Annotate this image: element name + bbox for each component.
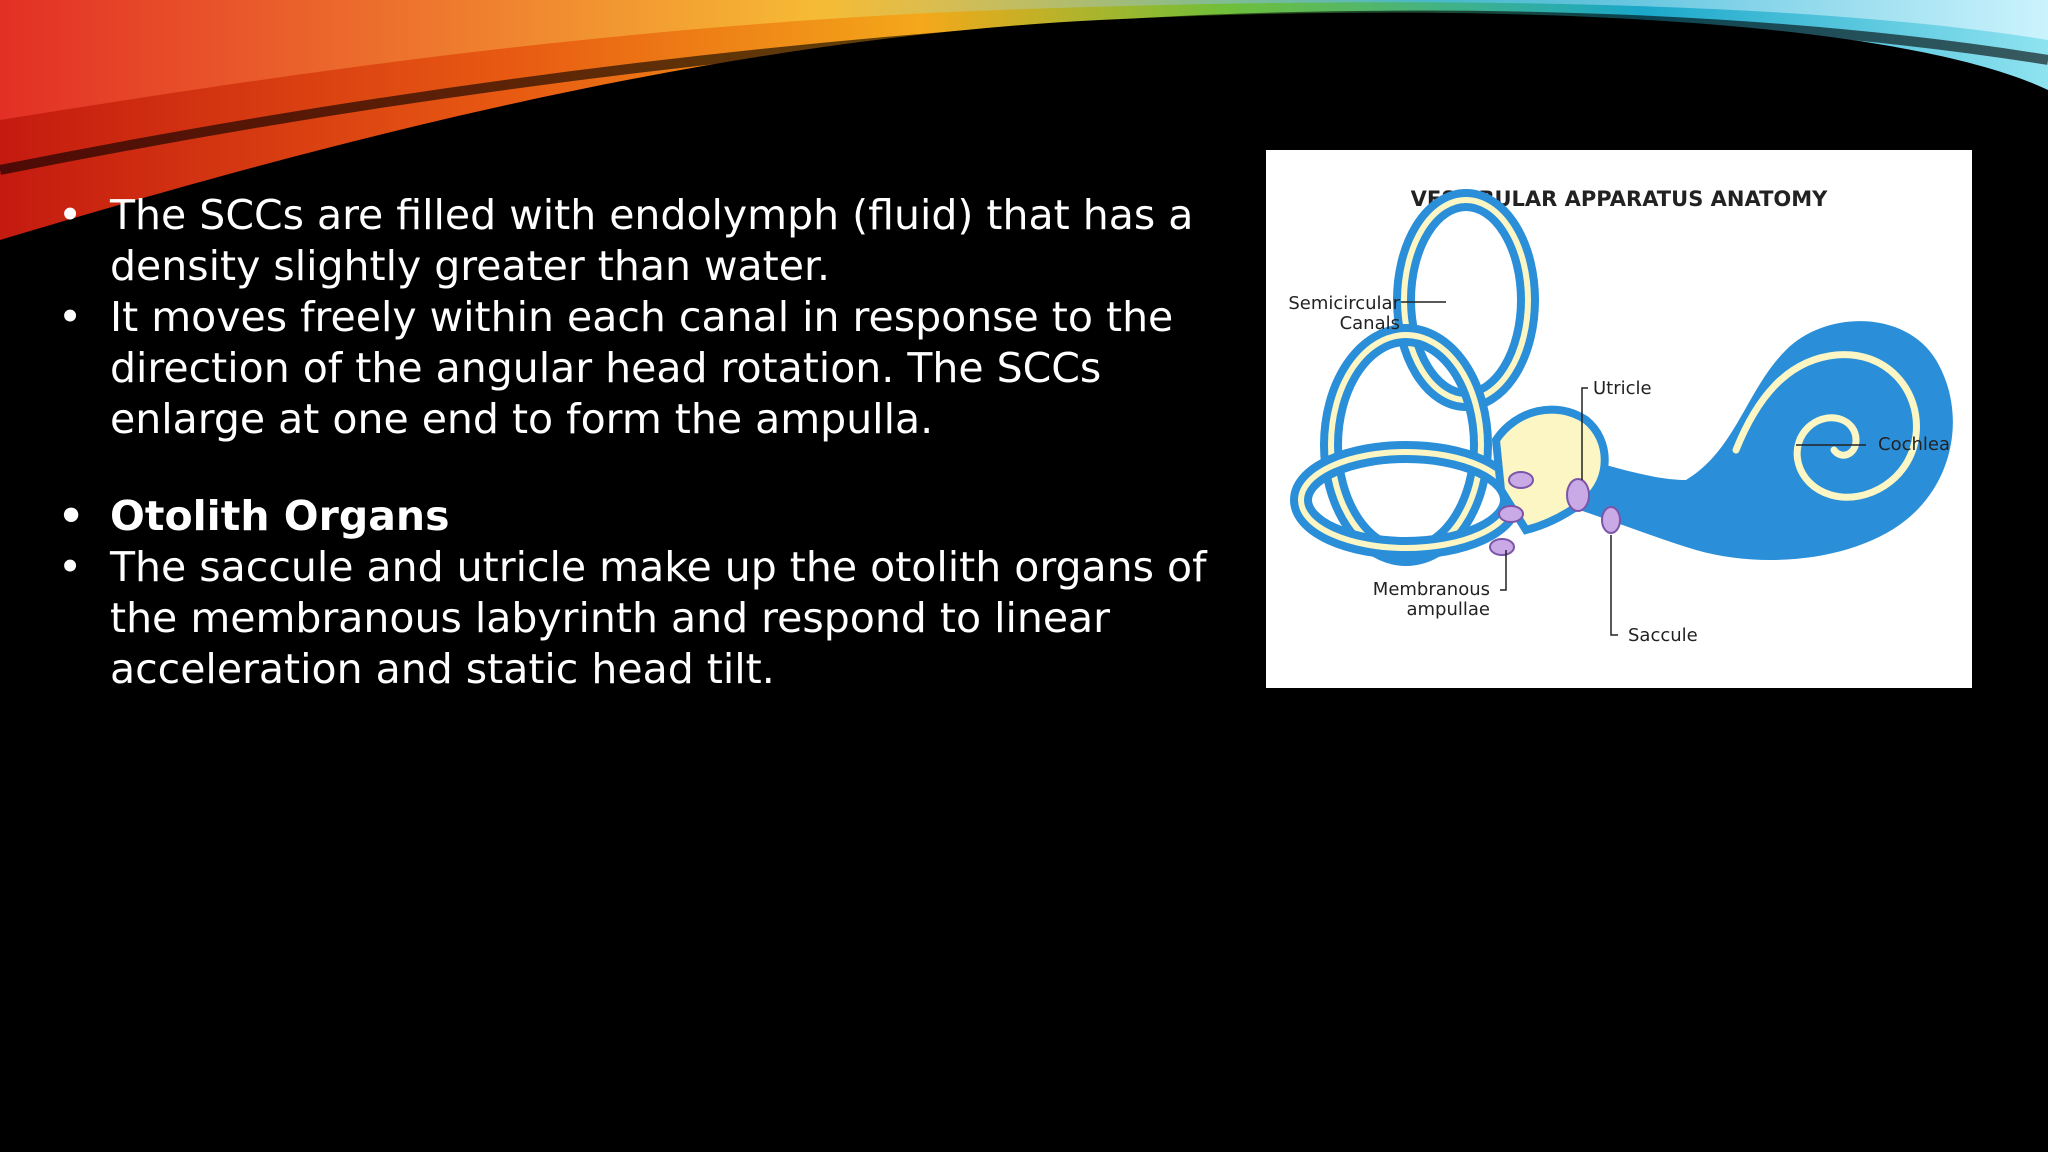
saccule-organ [1602, 507, 1620, 533]
ampulla [1490, 539, 1514, 555]
leader-membranous [1500, 550, 1506, 590]
bullet-item: • The SCCs are filled with endolymph (fluid) that has a density slightly greater than water. [58, 190, 1258, 292]
label-utricle: Utricle [1593, 378, 1652, 399]
bullet-spacer [58, 445, 1258, 491]
figure-title: VESTIBULAR APPARATUS ANATOMY [1410, 187, 1828, 211]
ampulla [1499, 506, 1523, 522]
bullet-item: • It moves freely within each canal in response to the direction of the angular head rotation. The SCCs enlarge at one end to form the ampulla. [58, 292, 1258, 445]
ampulla [1509, 472, 1533, 488]
vestibular-diagram [1266, 150, 1972, 688]
label-ampullae: ampullae [1406, 599, 1490, 620]
bullet-item: • The saccule and utricle make up the otolith organs of the membranous labyrinth and respond to linear acceleration and static head tilt. [58, 542, 1258, 695]
label-saccule: Saccule [1628, 625, 1698, 646]
bullet-list [58, 190, 1258, 695]
label-canals: Canals [1339, 313, 1400, 334]
utricle-organ [1567, 479, 1589, 511]
leader-saccule [1611, 535, 1618, 635]
label-membranous: Membranous [1372, 579, 1490, 600]
label-semicircular: Semicircular [1288, 293, 1400, 314]
label-cochlea: Cochlea [1878, 434, 1950, 455]
bullet-heading: • Otolith Organs [58, 491, 1258, 542]
